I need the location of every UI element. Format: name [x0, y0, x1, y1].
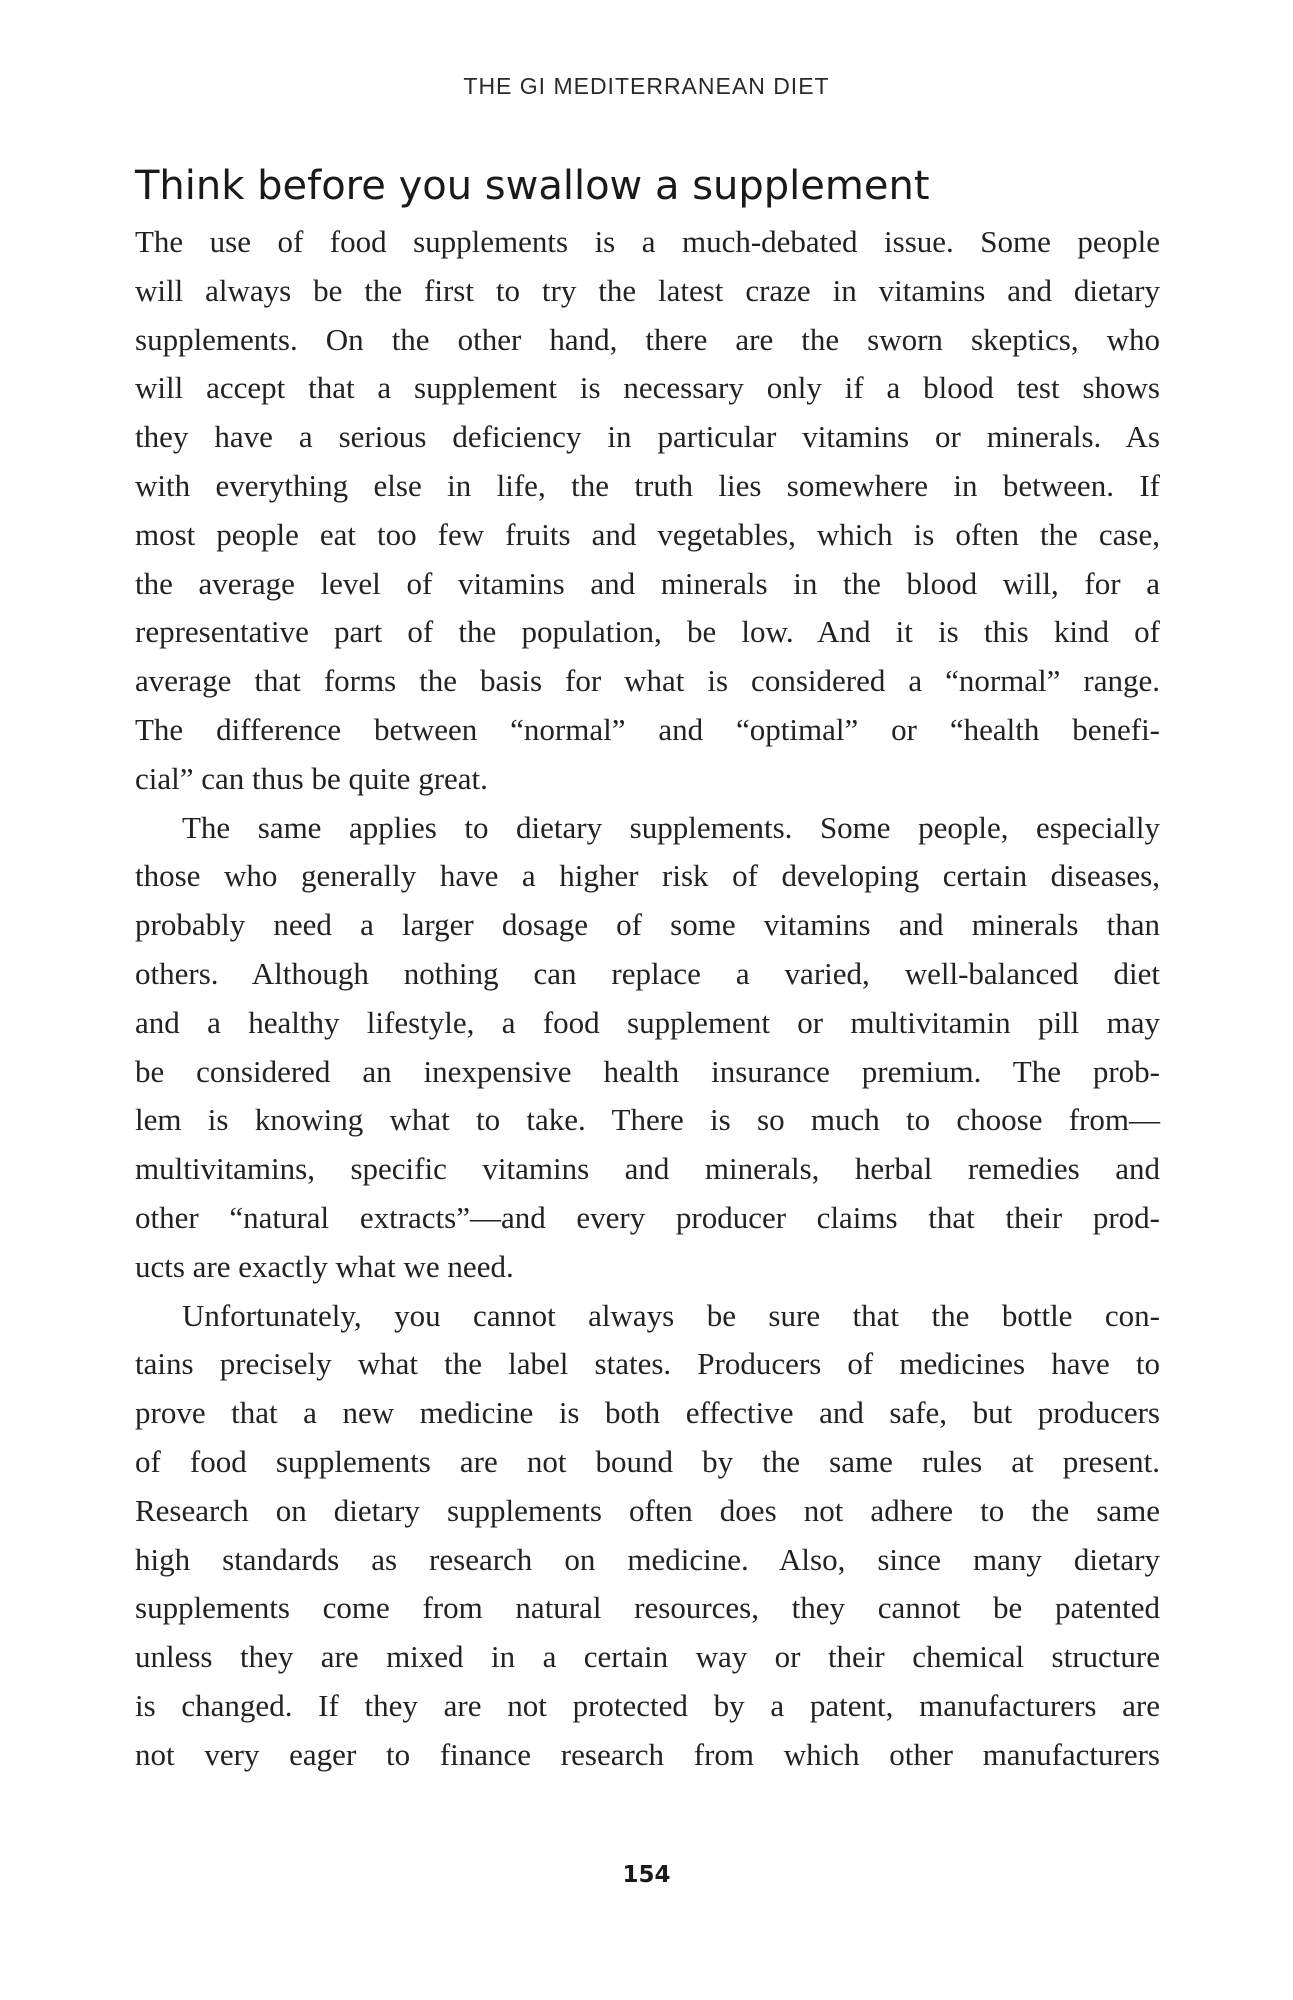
text-line: unless they are mixed in a certain way or their chemical structure: [135, 1639, 1160, 1675]
text-line: supplements come from natural resources, they cannot be patented: [135, 1590, 1160, 1626]
text-line: prove that a new medicine is both effective and safe, but producers: [135, 1395, 1160, 1431]
text-line: supplements. On the other hand, there are the sworn skeptics, who: [135, 321, 1160, 357]
text-line: will always be the first to try the latest craze in vitamins and dietary: [135, 272, 1160, 308]
text-line: is changed. If they are not protected by a patent, manufacturers are: [135, 1687, 1160, 1723]
text-line: the average level of vitamins and minerals in the blood will, for a: [135, 565, 1160, 601]
text-line: ucts are exactly what we need.: [135, 1248, 514, 1284]
text-line: Unfortunately, you cannot always be sure that the bottle con-: [182, 1297, 1160, 1333]
body-text: [135, 218, 1160, 1780]
text-line: most people eat too few fruits and vegetables, which is often the case,: [135, 516, 1160, 552]
text-line: others. Although nothing can replace a varied, well-balanced diet: [135, 955, 1160, 991]
text-line: high standards as research on medicine. Also, since many dietary: [135, 1541, 1160, 1577]
text-line: those who generally have a higher risk of developing certain diseases,: [135, 858, 1160, 894]
text-line: lem is knowing what to take. There is so much to choose from—: [135, 1102, 1160, 1138]
text-line: with everything else in life, the truth lies somewhere in between. If: [135, 467, 1160, 503]
section-heading: Think before you swallow a supplement: [135, 163, 930, 209]
text-line: multivitamins, specific vitamins and minerals, herbal remedies and: [135, 1151, 1160, 1187]
text-line: other “natural extracts”—and every producer claims that their prod-: [135, 1199, 1160, 1235]
page-number: 154: [622, 1862, 671, 1888]
text-line: will accept that a supplement is necessary only if a blood test shows: [135, 370, 1160, 406]
text-line: cial” can thus be quite great.: [135, 760, 488, 796]
text-line: The difference between “normal” and “optimal” or “health benefi-: [135, 711, 1160, 747]
text-line: and a healthy lifestyle, a food supplement or multivitamin pill may: [135, 1004, 1160, 1040]
paragraph-3: [135, 1292, 1160, 1780]
text-line: representative part of the population, be low. And it is this kind of: [135, 614, 1160, 650]
text-line: The use of food supplements is a much-debated issue. Some people: [135, 224, 1160, 259]
running-head: THE GI MEDITERRANEAN DIET: [463, 73, 830, 99]
paragraph-1: [135, 218, 1160, 804]
text-line: average that forms the basis for what is considered a “normal” range.: [135, 663, 1160, 699]
text-line: Research on dietary supplements often does not adhere to the same: [135, 1492, 1160, 1528]
text-line: probably need a larger dosage of some vitamins and minerals than: [135, 907, 1160, 943]
paragraph-2: [135, 804, 1160, 1292]
text-line: tains precisely what the label states. Producers of medicines have to: [135, 1346, 1160, 1382]
text-line: they have a serious deficiency in particular vitamins or minerals. As: [135, 419, 1160, 455]
text-line: not very eager to finance research from which other manufacturers: [135, 1736, 1160, 1772]
text-line: of food supplements are not bound by the same rules at present.: [135, 1443, 1160, 1479]
text-line: be considered an inexpensive health insurance premium. The prob-: [135, 1053, 1160, 1089]
text-line: The same applies to dietary supplements. Some people, especially: [182, 809, 1160, 845]
